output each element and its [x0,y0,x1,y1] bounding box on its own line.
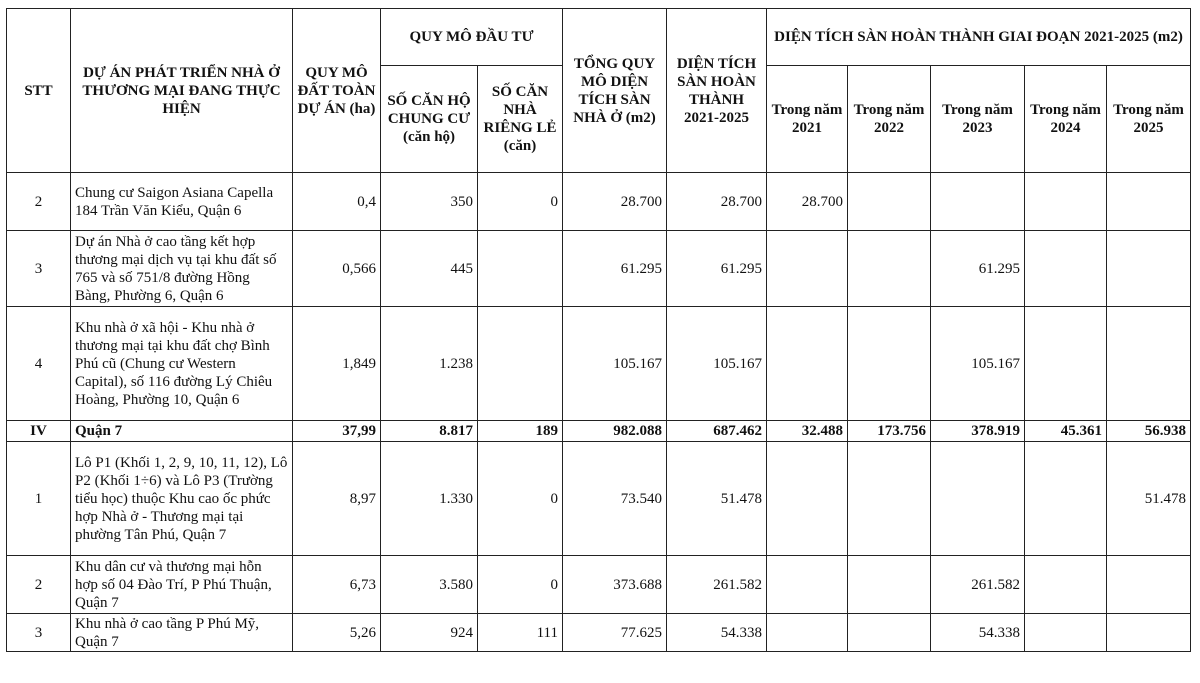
cell-2022: 173.756 [848,421,931,442]
cell-2023: 54.338 [931,614,1025,652]
table-row [7,173,1191,231]
cell-project: Khu nhà ở xã hội - Khu nhà ở thương mại tại khu đất chợ Bình Phú cũ (Chung cư Western Capital), số 116 đường Lý Chiêu Hoàng, Phường 10, Quận 6 [71,307,293,421]
cell-2023 [931,442,1025,556]
cell-2024 [1025,556,1107,614]
cell-2022 [848,231,931,307]
cell-2024 [1025,231,1107,307]
cell-2024 [1025,173,1107,231]
header-project: DỰ ÁN PHÁT TRIỂN NHÀ Ở THƯƠNG MẠI ĐANG THỰC HIỆN [71,9,293,173]
header-2025: Trong năm 2025 [1107,66,1191,173]
cell-2025: 56.938 [1107,421,1191,442]
cell-apartments: 445 [381,231,478,307]
cell-houses [478,231,563,307]
table-row [7,442,1191,556]
cell-2021 [767,442,848,556]
cell-2024: 45.361 [1025,421,1107,442]
cell-2023: 105.167 [931,307,1025,421]
cell-completed-area: 105.167 [667,307,767,421]
cell-land: 37,99 [293,421,381,442]
cell-2025 [1107,307,1191,421]
cell-stt: 4 [7,307,71,421]
cell-land: 0,566 [293,231,381,307]
cell-total-area: 28.700 [563,173,667,231]
table-row [7,231,1191,307]
cell-land: 0,4 [293,173,381,231]
cell-apartments: 924 [381,614,478,652]
cell-2022 [848,442,931,556]
cell-apartments: 1.330 [381,442,478,556]
cell-houses: 111 [478,614,563,652]
table-row [7,307,1191,421]
header-2023: Trong năm 2023 [931,66,1025,173]
cell-2023 [931,173,1025,231]
cell-project: Chung cư Saigon Asiana Capella 184 Trần Văn Kiểu, Quận 6 [71,173,293,231]
cell-2025 [1107,231,1191,307]
cell-2021 [767,556,848,614]
cell-stt: 2 [7,173,71,231]
cell-2021 [767,307,848,421]
cell-2023: 261.582 [931,556,1025,614]
housing-projects-table [6,8,1191,652]
header-2021: Trong năm 2021 [767,66,848,173]
cell-2024 [1025,614,1107,652]
cell-2022 [848,614,931,652]
cell-total-area: 77.625 [563,614,667,652]
cell-completed-area: 54.338 [667,614,767,652]
cell-project: Quận 7 [71,421,293,442]
cell-stt: 3 [7,614,71,652]
cell-2021: 28.700 [767,173,848,231]
cell-completed-area: 28.700 [667,173,767,231]
cell-completed-area: 687.462 [667,421,767,442]
header-total-area: TỔNG QUY MÔ DIỆN TÍCH SÀN NHÀ Ở (m2) [563,9,667,173]
cell-project: Dự án Nhà ở cao tầng kết hợp thương mại dịch vụ tại khu đất số 765 và số 751/8 đường Hồng Bàng, Phường 6, Quận 6 [71,231,293,307]
cell-total-area: 61.295 [563,231,667,307]
cell-2022 [848,307,931,421]
cell-project: Lô P1 (Khối 1, 2, 9, 10, 11, 12), Lô P2 (Khối 1÷6) và Lô P3 (Trường tiểu học) thuộc Khu cao ốc phức hợp Nhà ở - Thương mại tại phường Tân Phú, Quận 7 [71,442,293,556]
cell-total-area: 105.167 [563,307,667,421]
table-row [7,614,1191,652]
cell-apartments: 350 [381,173,478,231]
cell-2023: 61.295 [931,231,1025,307]
cell-apartments: 8.817 [381,421,478,442]
cell-completed-area: 51.478 [667,442,767,556]
cell-stt: 2 [7,556,71,614]
header-stt: STT [7,9,71,173]
cell-2023: 378.919 [931,421,1025,442]
cell-project: Khu dân cư và thương mại hỗn hợp số 04 Đào Trí, P Phú Thuận, Quận 7 [71,556,293,614]
cell-2025 [1107,614,1191,652]
section-row [7,421,1191,442]
cell-houses [478,307,563,421]
cell-2021: 32.488 [767,421,848,442]
cell-total-area: 982.088 [563,421,667,442]
cell-2024 [1025,307,1107,421]
header-land: QUY MÔ ĐẤT TOÀN DỰ ÁN (ha) [293,9,381,173]
cell-stt: 3 [7,231,71,307]
cell-2022 [848,173,931,231]
header-2024: Trong năm 2024 [1025,66,1107,173]
header-invest: QUY MÔ ĐẦU TƯ [381,9,563,66]
cell-2024 [1025,442,1107,556]
header-2022: Trong năm 2022 [848,66,931,173]
cell-houses: 189 [478,421,563,442]
cell-2021 [767,614,848,652]
cell-2022 [848,556,931,614]
cell-apartments: 1.238 [381,307,478,421]
header-completed-area: DIỆN TÍCH SÀN HOÀN THÀNH 2021-2025 [667,9,767,173]
table-row [7,556,1191,614]
cell-2025 [1107,556,1191,614]
header-apartments: SỐ CĂN HỘ CHUNG CƯ (căn hộ) [381,66,478,173]
cell-stt: 1 [7,442,71,556]
cell-land: 8,97 [293,442,381,556]
cell-houses: 0 [478,556,563,614]
cell-2025 [1107,173,1191,231]
cell-houses: 0 [478,442,563,556]
cell-stt: IV [7,421,71,442]
cell-2021 [767,231,848,307]
cell-land: 5,26 [293,614,381,652]
cell-houses: 0 [478,173,563,231]
cell-2025: 51.478 [1107,442,1191,556]
cell-land: 6,73 [293,556,381,614]
cell-total-area: 73.540 [563,442,667,556]
header-houses: SỐ CĂN NHÀ RIÊNG LẺ (căn) [478,66,563,173]
cell-completed-area: 261.582 [667,556,767,614]
cell-land: 1,849 [293,307,381,421]
header-period: DIỆN TÍCH SÀN HOÀN THÀNH GIAI ĐOẠN 2021-2025 (m2) [767,9,1191,66]
cell-apartments: 3.580 [381,556,478,614]
cell-completed-area: 61.295 [667,231,767,307]
cell-project: Khu nhà ở cao tầng P Phú Mỹ, Quận 7 [71,614,293,652]
cell-total-area: 373.688 [563,556,667,614]
